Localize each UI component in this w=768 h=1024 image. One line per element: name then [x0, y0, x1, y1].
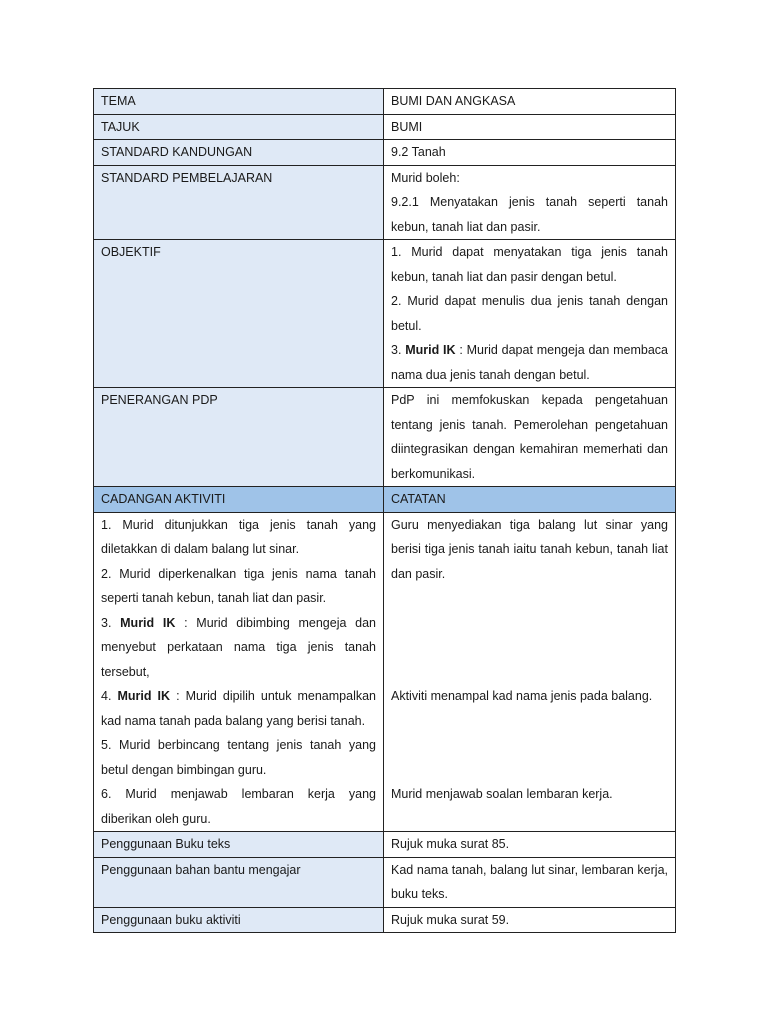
label-buku-aktiviti: Penggunaan buku aktiviti — [94, 907, 384, 933]
aktiviti-item-4-bold: Murid IK — [117, 689, 171, 703]
row-tema — [94, 89, 676, 115]
aktiviti-item-3-prefix: 3. — [101, 615, 121, 630]
catatan-list — [384, 512, 676, 832]
aktiviti-item-3-rest: : Murid dibimbing mengeja dan menyebut perkataan nama tiga jenis tanah tersebut, — [101, 615, 376, 679]
catatan-item-3: Murid menjawab soalan lembaran kerja. — [391, 786, 613, 801]
standard-pembelajaran-intro: Murid boleh: — [391, 170, 460, 185]
aktiviti-item-3-bold: Murid IK — [120, 615, 176, 630]
label-penerangan: PENERANGAN PDP — [94, 388, 384, 487]
objektif-item-3-rest: : Murid dapat mengeja dan membaca nama dua jenis tanah dengan betul. — [391, 343, 668, 382]
aktiviti-list — [94, 512, 384, 832]
label-standard-kandungan: STANDARD KANDUNGAN — [94, 140, 384, 166]
label-buku-teks: Penggunaan Buku teks — [94, 832, 384, 858]
aktiviti-item-2: 2. Murid diperkenalkan tiga jenis nama tanah seperti tanah kebun, tanah liat dan pasir. — [101, 566, 376, 605]
row-tajuk — [94, 114, 676, 140]
row-buku-aktiviti — [94, 907, 676, 933]
label-bahan-bantu: Penggunaan bahan bantu mengajar — [94, 857, 384, 907]
objektif-item-3-bold: Murid IK — [405, 343, 456, 357]
label-tajuk: TAJUK — [94, 114, 384, 140]
aktiviti-item-6: 6. Murid menjawab lembaran kerja yang diberikan oleh guru. — [101, 787, 376, 826]
label-objektif: OBJEKTIF — [94, 240, 384, 388]
lesson-plan-table — [93, 88, 676, 933]
row-standard-kandungan — [94, 140, 676, 166]
row-objektif — [94, 240, 676, 388]
row-standard-pembelajaran — [94, 165, 676, 240]
aktiviti-item-3 — [101, 611, 376, 685]
header-catatan: CATATAN — [384, 487, 676, 513]
value-penerangan: PdP ini memfokuskan kepada pengetahuan tentang jenis tanah. Pemerolehan pengetahuan diintegrasikan dengan kemahiran memerhati dan berkomunikasi. — [384, 388, 676, 487]
value-standard-kandungan: 9.2 Tanah — [384, 140, 676, 166]
label-standard-pembelajaran: STANDARD PEMBELAJARAN — [94, 165, 384, 240]
objektif-item-2: 2. Murid dapat menulis dua jenis tanah dengan betul. — [391, 294, 668, 333]
value-tajuk: BUMI — [384, 114, 676, 140]
aktiviti-item-4-rest: : Murid dipilih untuk menampalkan kad nama tanah pada balang yang berisi tanah. — [101, 689, 376, 728]
aktiviti-item-5: 5. Murid berbincang tentang jenis tanah yang betul dengan bimbingan guru. — [101, 738, 376, 777]
standard-pembelajaran-item: 9.2.1 Menyatakan jenis tanah seperti tanah kebun, tanah liat dan pasir. — [391, 195, 668, 234]
objektif-item-1: 1. Murid dapat menyatakan tiga jenis tanah kebun, tanah liat dan pasir dengan betul. — [391, 245, 668, 284]
row-buku-teks — [94, 832, 676, 858]
value-buku-aktiviti: Rujuk muka surat 59. — [384, 907, 676, 933]
value-standard-pembelajaran — [384, 165, 676, 240]
aktiviti-item-4 — [101, 684, 376, 733]
value-tema: BUMI DAN ANGKASA — [384, 89, 676, 115]
value-bahan-bantu: Kad nama tanah, balang lut sinar, lembaran kerja, buku teks. — [384, 857, 676, 907]
aktiviti-item-1: 1. Murid ditunjukkan tiga jenis tanah yang diletakkan di dalam balang lut sinar. — [101, 517, 376, 556]
header-cadangan-aktiviti: CADANGAN AKTIVITI — [94, 487, 384, 513]
objektif-item-3 — [391, 338, 668, 387]
value-objektif — [384, 240, 676, 388]
row-bahan-bantu — [94, 857, 676, 907]
row-header — [94, 487, 676, 513]
row-penerangan — [94, 388, 676, 487]
value-buku-teks: Rujuk muka surat 85. — [384, 832, 676, 858]
objektif-item-3-prefix: 3. — [391, 343, 406, 357]
aktiviti-item-4-prefix: 4. — [101, 689, 118, 703]
row-aktiviti — [94, 512, 676, 832]
catatan-item-2: Aktiviti menampal kad nama jenis pada balang. — [391, 688, 653, 703]
catatan-item-1: Guru menyediakan tiga balang lut sinar yang berisi tiga jenis tanah iaitu tanah kebun, tanah liat dan pasir. — [391, 517, 668, 581]
label-tema: TEMA — [94, 89, 384, 115]
